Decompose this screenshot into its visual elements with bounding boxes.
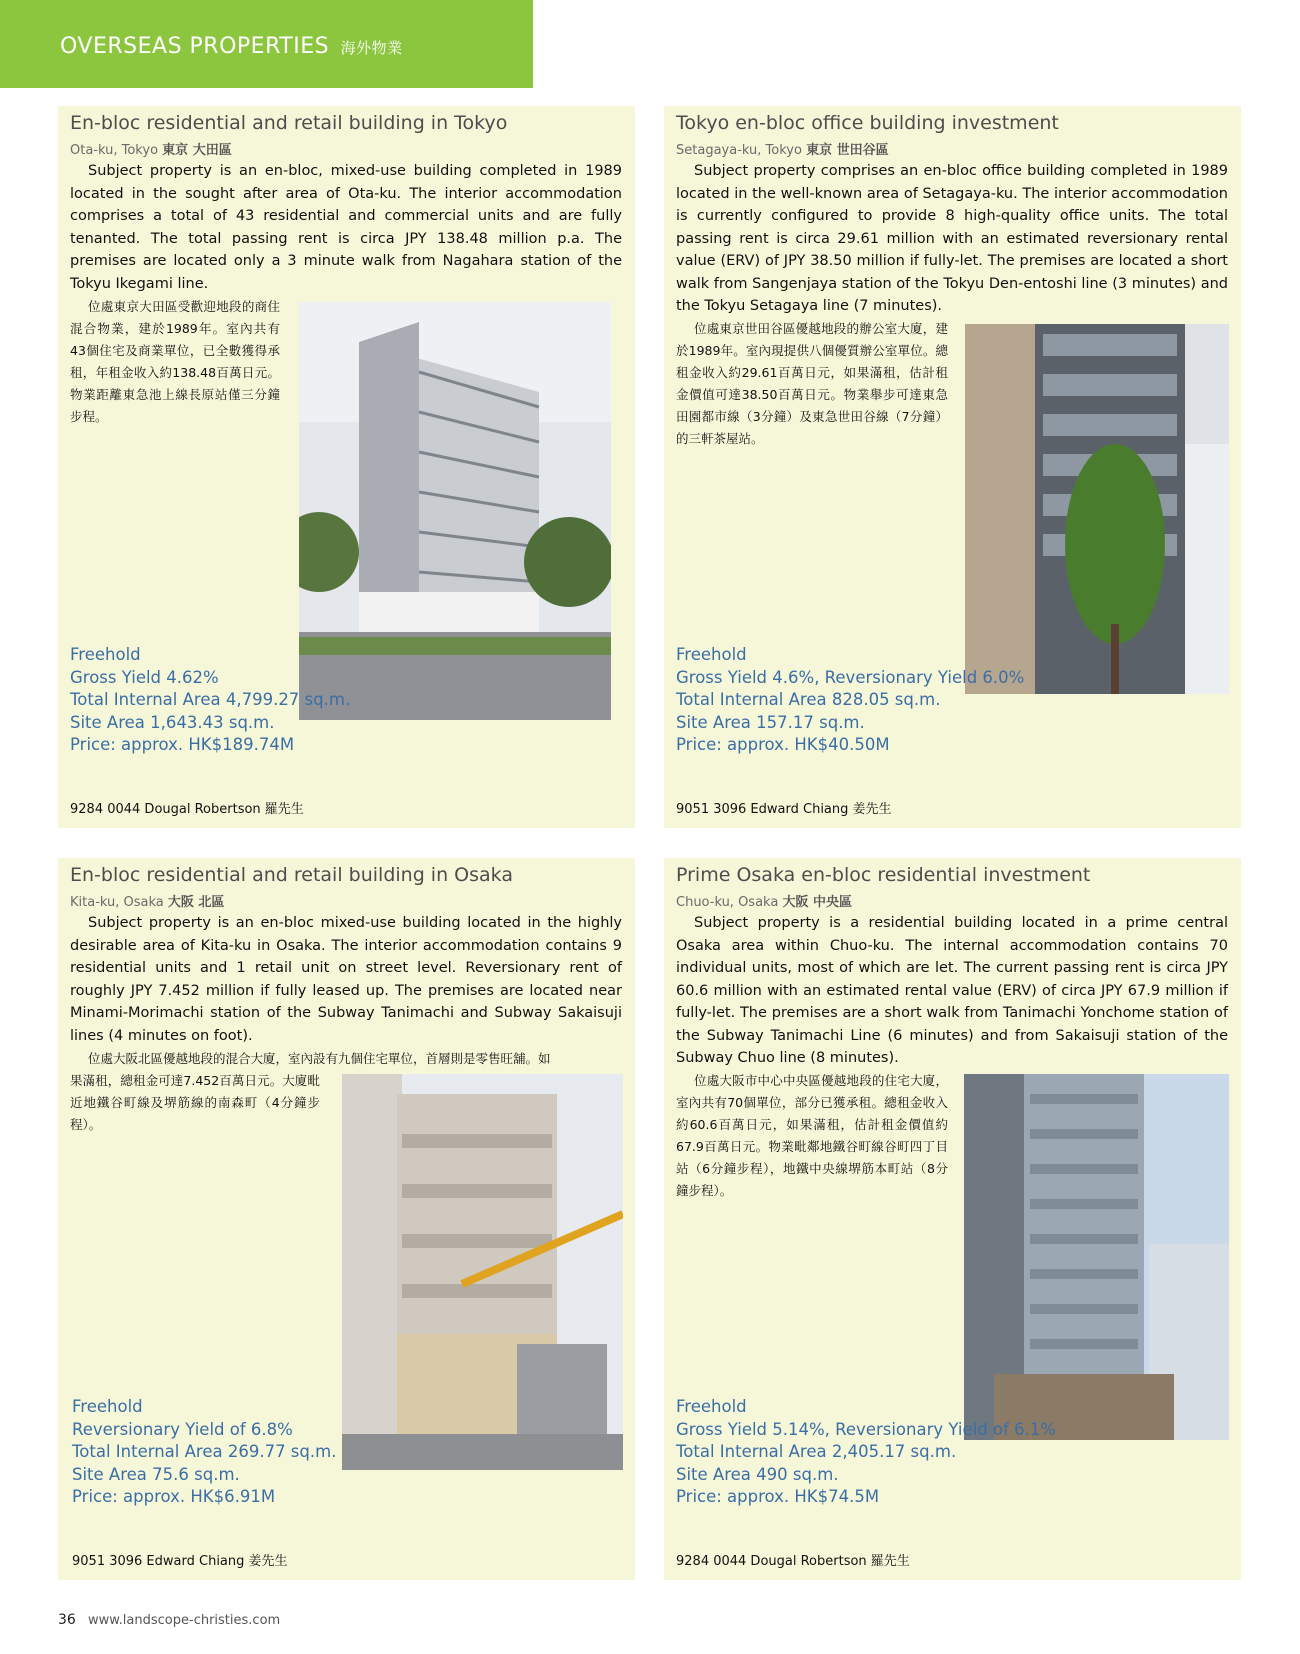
agent-contact[interactable]: 9051 3096 Edward Chiang 姜先生: [676, 802, 892, 817]
property-photo: [965, 324, 1229, 694]
location-en: Ota-ku, Tokyo: [70, 143, 159, 158]
price: Price: approx. HK$74.5M: [676, 1487, 880, 1506]
tenure: Freehold: [676, 645, 747, 664]
property-description: [70, 912, 622, 1047]
property-description-zh: 果滿租，總租金可達7.452百萬日元。大廈毗近地鐵谷町線及堺筋線的南森町（4分鐘步程）。: [70, 1073, 320, 1132]
property-specs: [72, 1396, 336, 1509]
location-zh: 東京 世田谷區: [806, 143, 889, 158]
description-text: Subject property is an en-bloc mixed-use building located in the highly desirable area of Kita-ku in Osaka. The interior accommodation contains 9 residential units and 1 retail unit on street level. Reversionary rent of roughly JPY 7.452 million if fully leased up. The premises are located near Minami-Morimachi station of the Subway Tanimachi and Subway Sakaisuji lines (4 minutes on foot).: [70, 915, 622, 1044]
property-photo: [964, 1074, 1229, 1440]
property-description-zh: 位處東京大田區受歡迎地段的商住混合物業，建於1989年。室內共有43個住宅及商業單位，已全數獲得承租，年租金收入約138.48百萬日元。物業距離東急池上線長原站僅三分鐘步程。: [70, 299, 280, 424]
agent-contact[interactable]: 9051 3096 Edward Chiang 姜先生: [72, 1554, 288, 1569]
location-en: Setagaya-ku, Tokyo: [676, 143, 802, 158]
page-number: 36: [58, 1612, 76, 1628]
price: Price: approx. HK$40.50M: [676, 735, 890, 754]
price: Price: approx. HK$189.74M: [70, 735, 295, 754]
internal-area: Total Internal Area 4,799.27 sq.m.: [70, 690, 351, 709]
property-specs: [70, 644, 350, 757]
property-description-zh-line1: 位處大阪北區優越地段的混合大廈，室內設有九個住宅單位，首層則是零售旺舖。如: [88, 1051, 551, 1066]
internal-area: Total Internal Area 2,405.17 sq.m.: [676, 1442, 957, 1461]
property-location: [676, 139, 889, 158]
property-description: [676, 912, 1228, 1070]
property-photo: [342, 1074, 623, 1470]
location-en: Kita-ku, Osaka: [70, 895, 164, 910]
property-title: En-bloc residential and retail building in Osaka: [70, 864, 513, 886]
yield: Gross Yield 5.14%, Reversionary Yield of 6.1%: [676, 1419, 1056, 1439]
property-location: [70, 891, 224, 910]
yield: Reversionary Yield of 6.8%: [72, 1419, 293, 1439]
tenure: Freehold: [676, 1397, 747, 1416]
property-description: [676, 160, 1228, 318]
property-description: [70, 160, 622, 295]
property-specs: [676, 644, 1024, 757]
property-description-zh: 位處大阪市中心中央區優越地段的住宅大廈，室內共有70個單位，部分已獲承租。總租金收入約60.6百萬日元，如果滿租，估計租金價值約67.9百萬日元。物業毗鄰地鐵谷町線谷町四丁目站（6分鐘步程），地鐵中央線堺筋本町站（8分鐘步程）。: [676, 1073, 948, 1198]
property-card-osaka-kita[interactable]: [58, 858, 635, 1580]
location-zh: 大阪 北區: [167, 895, 225, 910]
description-text: Subject property is a residential building located in a prime central Osaka area within Chuo-ku. The internal accommodation contains 70 individual units, most of which are let. The current passing rent is circa JPY 60.6 million with an estimated rental value (ERV) of circa JPY 67.9 million if fully-let. The premises are a short walk from Tanimachi Yonchome station of the Subway Tanimachi Line (6 minutes) and from Sakaisuji station of the Subway Chuo line (8 minutes).: [676, 915, 1228, 1066]
section-title-zh: 海外物業: [340, 39, 403, 57]
property-location: [70, 139, 232, 158]
tenure: Freehold: [72, 1397, 143, 1416]
property-card-tokyo-ota[interactable]: [58, 106, 635, 828]
property-title: Tokyo en-bloc office building investment: [676, 112, 1059, 134]
site-area: Site Area 157.17 sq.m.: [676, 712, 865, 732]
property-title: En-bloc residential and retail building in Tokyo: [70, 112, 508, 134]
description-text: Subject property is an en-bloc, mixed-use building completed in 1989 located in the sought after area of Ota-ku. The interior accommodation comprises a total of 43 residential and commercial units and are fully tenanted. The total passing rent is circa JPY 138.48 million p.a. The premises are located only a 3 minute walk from Nagahara station of the Tokyu Ikegami line.: [70, 163, 622, 292]
section-title: [60, 34, 403, 59]
agent-contact[interactable]: 9284 0044 Dougal Robertson 羅先生: [676, 1554, 910, 1569]
internal-area: Total Internal Area 828.05 sq.m.: [676, 690, 941, 709]
yield: Gross Yield 4.6%, Reversionary Yield 6.0%: [676, 667, 1025, 687]
property-description-zh: 位處東京世田谷區優越地段的辦公室大廈，建於1989年。室內現提供八個優質辦公室單位。總租金收入約29.61百萬日元，如果滿租，估計租金價值可達38.50百萬日元。物業舉步可達東急田園都市線（3分鐘）及東急世田谷線（7分鐘）的三軒茶屋站。: [676, 321, 948, 446]
site-area: Site Area 75.6 sq.m.: [72, 1464, 240, 1484]
property-card-osaka-chuo[interactable]: [664, 858, 1241, 1580]
internal-area: Total Internal Area 269.77 sq.m.: [72, 1442, 337, 1461]
property-title: Prime Osaka en-bloc residential investment: [676, 864, 1091, 886]
site-area: Site Area 1,643.43 sq.m.: [70, 712, 275, 732]
property-location: [676, 891, 852, 910]
site-area: Site Area 490 sq.m.: [676, 1464, 839, 1484]
page-footer: [58, 1612, 280, 1628]
location-en: Chuo-ku, Osaka: [676, 895, 779, 910]
location-zh: 東京 大田區: [162, 143, 232, 158]
yield: Gross Yield 4.62%: [70, 667, 219, 687]
section-title-en: OVERSEAS PROPERTIES: [60, 34, 330, 59]
property-card-tokyo-setagaya[interactable]: [664, 106, 1241, 828]
tenure: Freehold: [70, 645, 141, 664]
price: Price: approx. HK$6.91M: [72, 1487, 276, 1506]
description-text: Subject property comprises an en-bloc office building completed in 1989 located in the well-known area of Setagaya-ku. The interior accommodation is currently configured to provide 8 high-quality office units. The total passing rent is circa 29.61 million with an estimated reversionary rental value (ERV) of JPY 38.50 million if fully-let. The premises are located a short walk from Sangenjaya station of the Tokyu Den-entoshi line (3 minutes) and the Tokyu Setagaya line (7 minutes).: [676, 163, 1228, 314]
website-link[interactable]: www.landscope-christies.com: [87, 1613, 281, 1628]
agent-contact[interactable]: 9284 0044 Dougal Robertson 羅先生: [70, 802, 304, 817]
location-zh: 大阪 中央區: [782, 895, 852, 910]
section-header: [0, 0, 533, 88]
property-specs: [676, 1396, 1056, 1509]
